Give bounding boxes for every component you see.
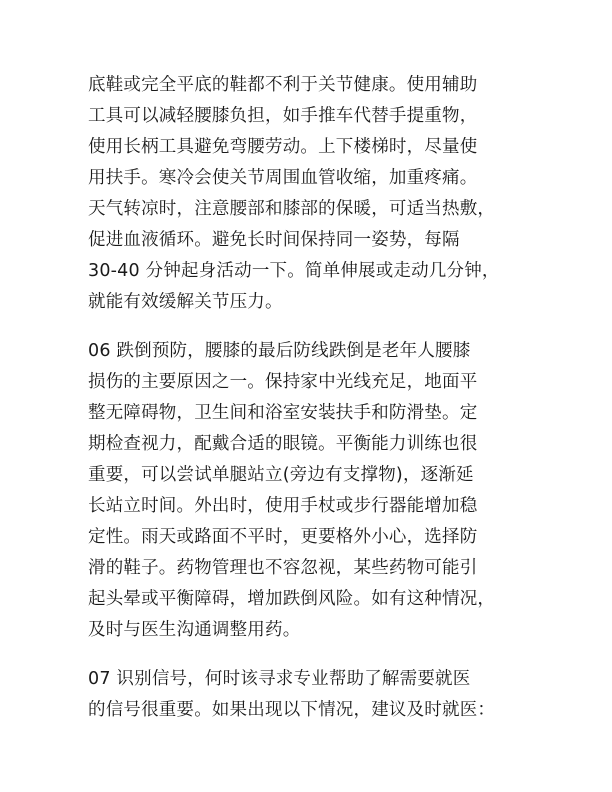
paragraph-warning-signs	[88, 664, 528, 726]
text-line: 天气转凉时，注意腰部和膝部的保暖，可适当热敷，	[88, 199, 496, 219]
text-line: 30-40 分钟起身活动一下。简单伸展或走动几分钟，	[88, 261, 500, 281]
paragraph-fall-prevention	[88, 336, 528, 646]
text-line: 及时与医生沟通调整用药。	[88, 620, 301, 640]
text-line: 促进血液循环。避免长时间保持同一姿势，每隔	[88, 230, 460, 250]
text-line: 就能有效缓解关节压力。	[88, 292, 283, 312]
text-line: 重要，可以尝试单腿站立(旁边有支撑物)，逐渐延	[88, 465, 474, 485]
text-line: 滑的鞋子。药物管理也不容忽视，某些药物可能引	[88, 558, 478, 578]
text-line: 期检查视力，配戴合适的眼镜。平衡能力训练也很	[88, 434, 478, 454]
text-line: 长站立时间。外出时，使用手杖或步行器能增加稳	[88, 496, 478, 516]
text-line: 07 识别信号，何时该寻求专业帮助了解需要就医	[88, 669, 471, 689]
paragraph-joint-care	[88, 70, 528, 318]
text-line: 起头晕或平衡障碍，增加跌倒风险。如有这种情况，	[88, 589, 496, 609]
text-line: 定性。雨天或路面不平时，更要格外小心，选择防	[88, 527, 478, 547]
text-line: 底鞋或完全平底的鞋都不利于关节健康。使用辅助	[88, 75, 478, 95]
document-body	[88, 70, 528, 744]
text-line: 损伤的主要原因之一。保持家中光线充足，地面平	[88, 372, 478, 392]
text-line: 用扶手。寒冷会使关节周围血管收缩，加重疼痛。	[88, 168, 478, 188]
text-line: 的信号很重要。如果出现以下情况，建议及时就医：	[88, 700, 496, 720]
text-line: 整无障碍物，卫生间和浴室安装扶手和防滑垫。定	[88, 403, 478, 423]
text-line: 使用长柄工具避免弯腰劳动。上下楼梯时，尽量使	[88, 137, 478, 157]
text-line: 06 跌倒预防，腰膝的最后防线跌倒是老年人腰膝	[88, 341, 471, 361]
text-line: 工具可以减轻腰膝负担，如手推车代替手提重物，	[88, 106, 478, 126]
